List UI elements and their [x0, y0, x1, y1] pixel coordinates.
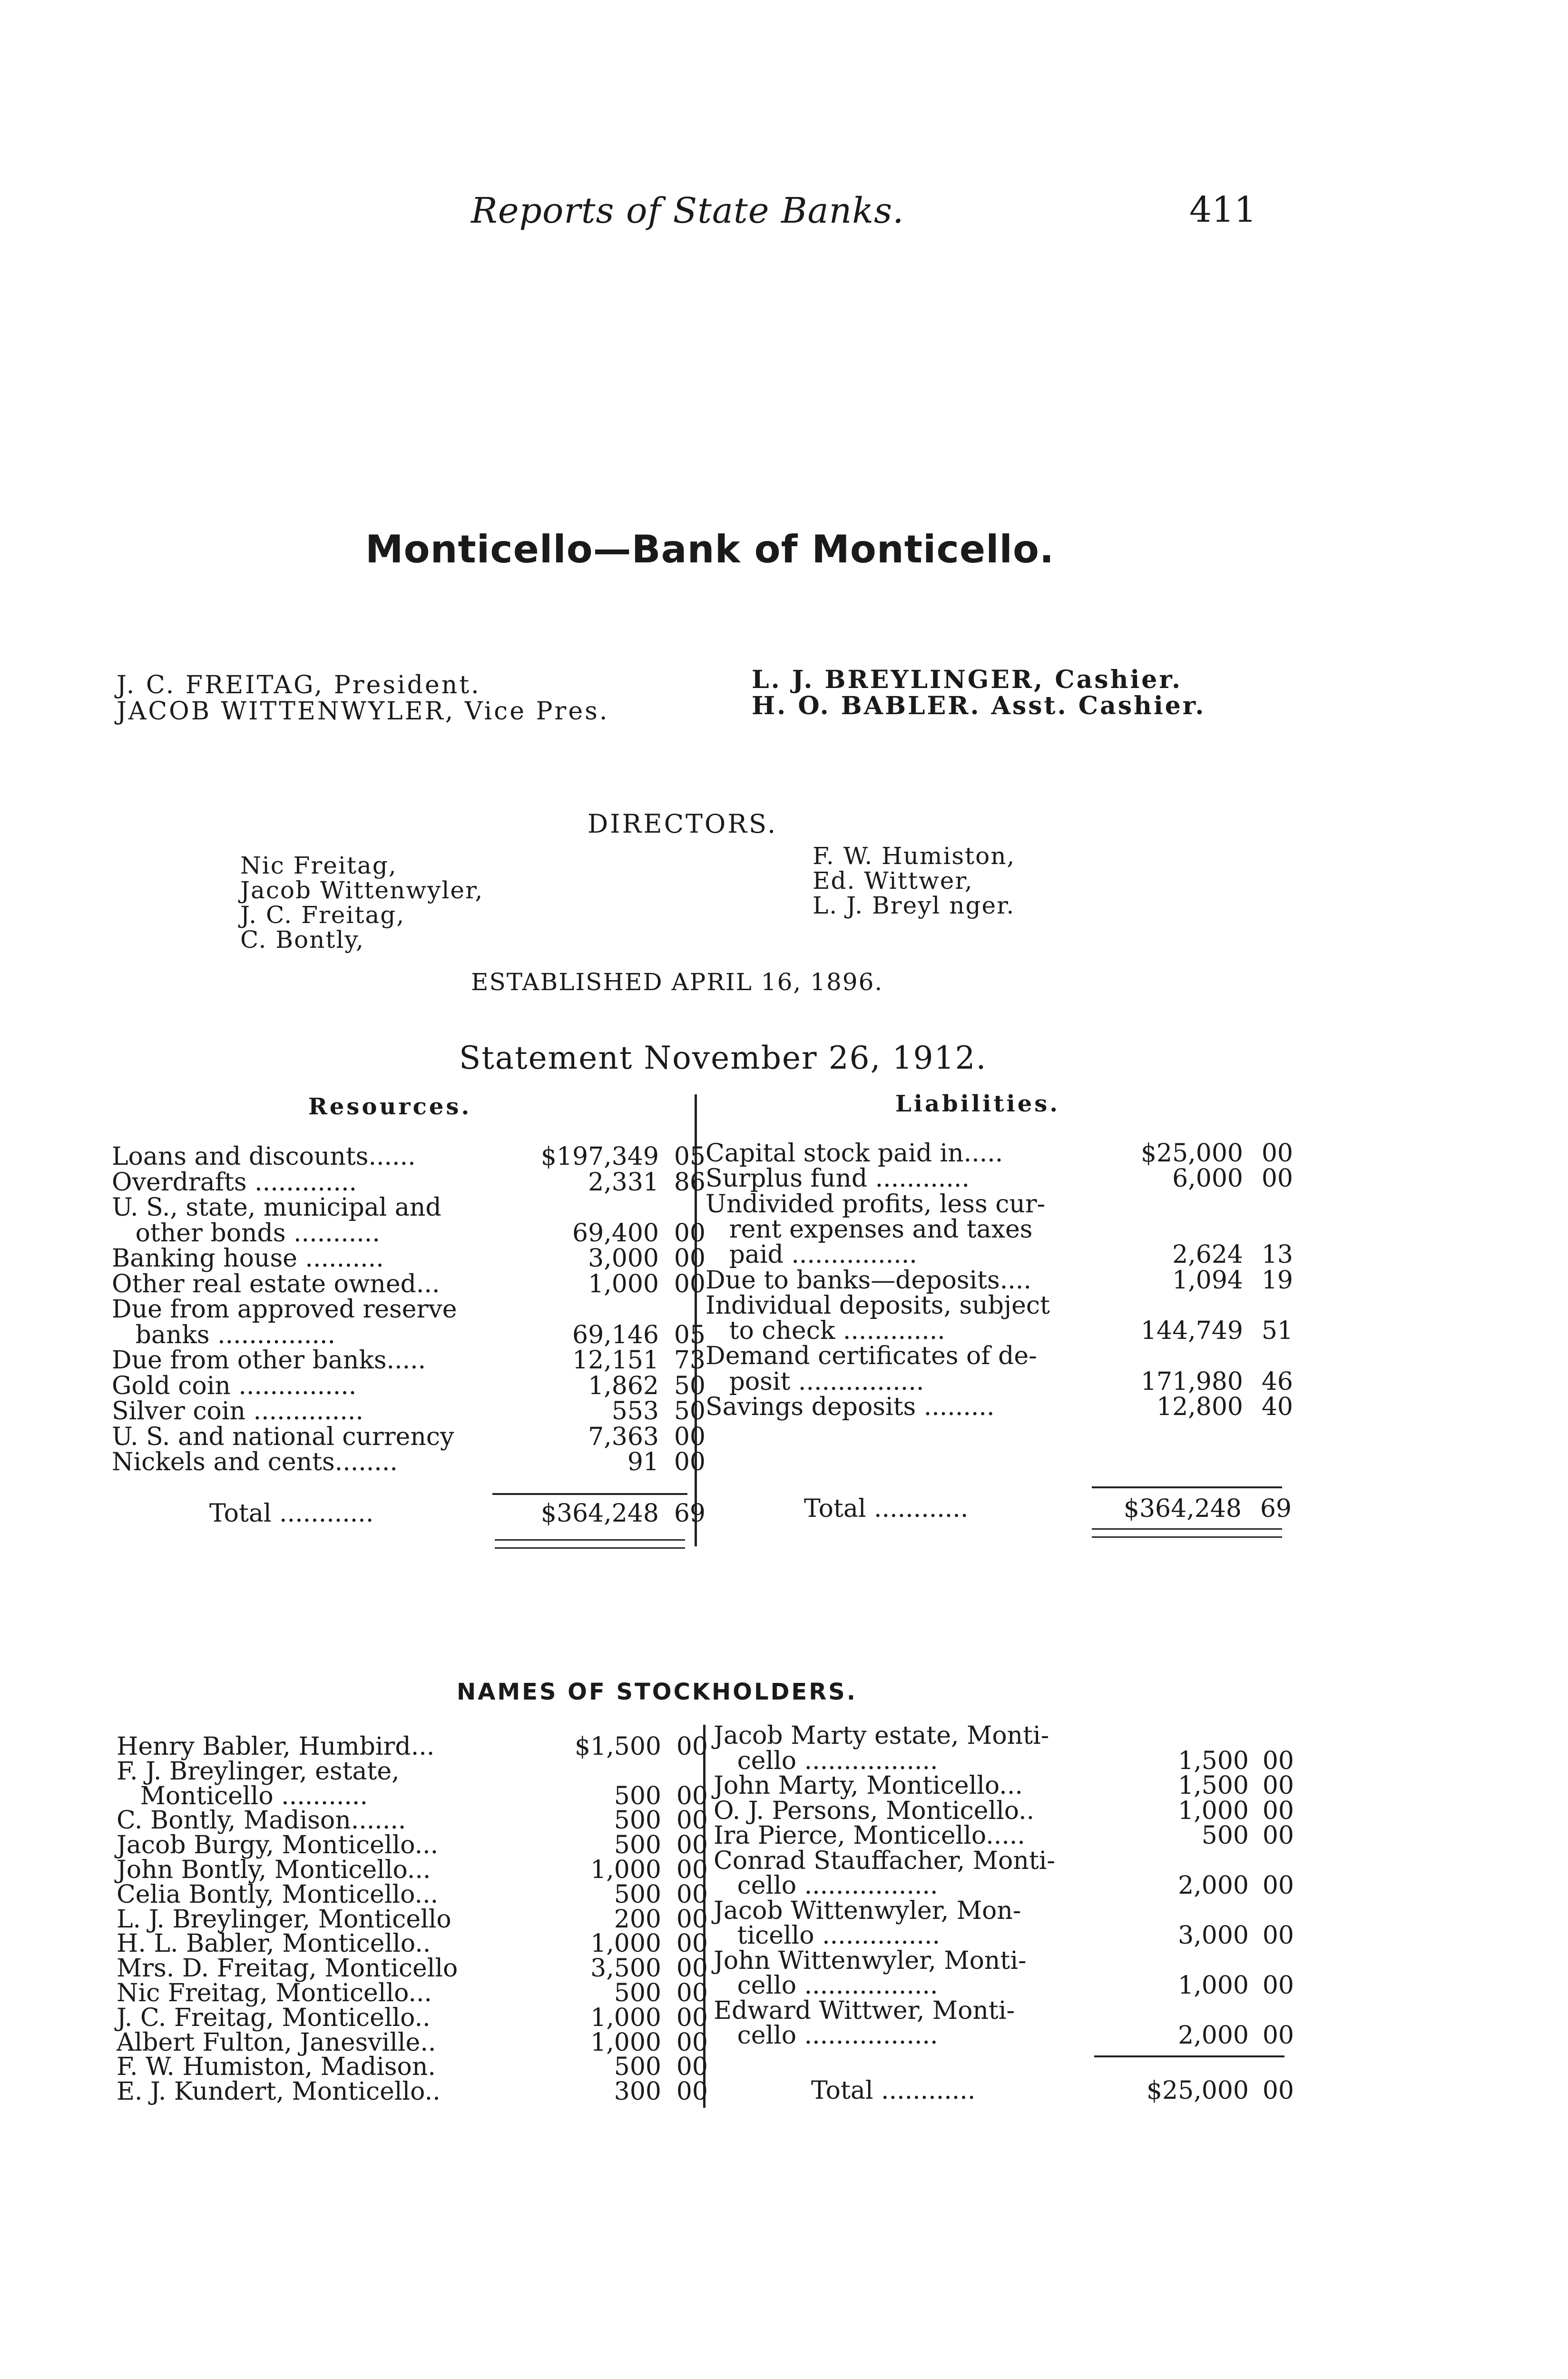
row-cents: 13	[1261, 1240, 1293, 1269]
row-dollars: 12,151	[572, 1346, 659, 1375]
officer-president: J. C. FREITAG, President.	[117, 671, 481, 699]
total-cents: 69	[1260, 1494, 1292, 1523]
row-cents: 46	[1261, 1367, 1293, 1396]
row-cents: 00	[1262, 1871, 1294, 1900]
row-cents: 00	[674, 1448, 706, 1476]
row-cents: 00	[1261, 1139, 1293, 1168]
row-dollars: 553	[611, 1397, 659, 1425]
row-label: cello .................	[714, 1746, 938, 1775]
row-cents: 00	[676, 1954, 708, 1983]
row-dollars: 500	[614, 1831, 661, 1860]
row-label: Edward Wittwer, Monti-	[714, 1996, 1015, 2025]
row-label: Monticello ...........	[117, 1781, 368, 1810]
directors-heading: DIRECTORS.	[588, 809, 778, 839]
double-rule	[1092, 1528, 1282, 1538]
bank-title: Monticello—Bank of Monticello.	[365, 527, 1055, 571]
row-cents: 00	[676, 1929, 708, 1958]
row-label: rent expenses and taxes	[706, 1215, 1033, 1244]
row-label: Individual deposits, subject	[706, 1291, 1050, 1320]
row-label: cello .................	[714, 1871, 938, 1900]
row-dollars: 1,500	[1178, 1746, 1249, 1775]
row-label: to check .............	[706, 1317, 945, 1346]
statement-title: Statement November 26, 1912.	[459, 1040, 987, 1076]
row-label: Jacob Wittenwyler, Mon-	[714, 1896, 1021, 1925]
row-label: other bonds ...........	[112, 1219, 380, 1248]
row-label: Henry Babler, Humbird...	[117, 1732, 435, 1761]
row-cents: 00	[1262, 1771, 1294, 1800]
row-cents: 00	[676, 1831, 708, 1860]
row-cents: 05	[674, 1320, 706, 1349]
stockholders-heading: NAMES OF STOCKHOLDERS.	[457, 1679, 857, 1705]
row-dollars: 1,000	[590, 2003, 661, 2032]
row-cents: 00	[676, 2028, 708, 2057]
row-label: John Bontly, Monticello...	[117, 1856, 431, 1884]
row-label: O. J. Persons, Monticello..	[714, 1796, 1035, 1825]
row-label: cello .................	[714, 2021, 938, 2050]
row-label: Celia Bontly, Monticello...	[117, 1880, 439, 1909]
director-name: F. W. Humiston,	[813, 842, 1016, 870]
row-label: F. J. Breylinger, estate,	[117, 1757, 400, 1786]
row-dollars: 3,000	[588, 1244, 659, 1273]
row-cents: 40	[1261, 1393, 1293, 1421]
row-cents: 73	[674, 1346, 706, 1375]
row-dollars: 1,000	[590, 2028, 661, 2057]
row-cents: 00	[676, 1880, 708, 1909]
row-dollars: 1,094	[1172, 1266, 1243, 1295]
row-label: Due from approved reserve	[112, 1295, 457, 1324]
running-title: Reports of State Banks.	[471, 190, 904, 231]
row-cents: 00	[676, 1905, 708, 1934]
row-label: Loans and discounts......	[112, 1142, 416, 1171]
row-dollars: 69,400	[572, 1219, 659, 1248]
officer-vice-president: JACOB WITTENWYLER, Vice Pres.	[117, 697, 609, 726]
row-dollars: 12,800	[1156, 1393, 1243, 1421]
row-cents: 00	[1262, 1821, 1294, 1850]
row-label: ticello ...............	[714, 1921, 941, 1950]
established-date: ESTABLISHED APRIL 16, 1896.	[471, 968, 883, 996]
row-dollars: $25,000	[1140, 1139, 1243, 1168]
row-label: Capital stock paid in.....	[706, 1139, 1003, 1168]
row-cents: 00	[676, 1781, 708, 1810]
row-dollars: 1,000	[588, 1269, 659, 1298]
row-cents: 00	[1262, 1796, 1294, 1825]
row-label: H. L. Babler, Monticello..	[117, 1929, 431, 1958]
row-dollars: 6,000	[1172, 1164, 1243, 1193]
row-dollars: 2,000	[1178, 1871, 1249, 1900]
row-label: Albert Fulton, Janesville..	[117, 2028, 436, 2057]
row-dollars: 500	[614, 1880, 661, 1909]
officer-cashier: L. J. BREYLINGER, Cashier.	[752, 665, 1183, 694]
page-number: 411	[1189, 189, 1257, 230]
officer-assistant-cashier: H. O. BABLER. Asst. Cashier.	[752, 691, 1206, 720]
director-name: Jacob Wittenwyler,	[240, 876, 484, 904]
total-rule	[1092, 1486, 1282, 1488]
row-dollars: 1,500	[1178, 1771, 1249, 1800]
row-dollars: 3,000	[1178, 1921, 1249, 1950]
row-cents: 00	[676, 2053, 708, 2082]
row-dollars: 1,000	[1178, 1971, 1249, 2000]
row-dollars: 91	[627, 1448, 659, 1476]
row-label: cello .................	[714, 1971, 938, 2000]
row-label: E. J. Kundert, Monticello..	[117, 2077, 441, 2106]
total-dollars: $25,000	[1146, 2076, 1249, 2105]
director-name: C. Bontly,	[240, 926, 364, 954]
row-cents: 00	[1262, 1971, 1294, 2000]
row-cents: 51	[1261, 1317, 1293, 1346]
row-dollars: 1,862	[588, 1371, 659, 1400]
director-name: J. C. Freitag,	[240, 901, 405, 929]
row-dollars: 7,363	[588, 1422, 659, 1451]
row-cents: 05	[674, 1142, 706, 1171]
row-label: Savings deposits .........	[706, 1393, 995, 1421]
row-cents: 86	[674, 1168, 706, 1197]
row-label: Silver coin ..............	[112, 1397, 363, 1425]
row-label: Other real estate owned...	[112, 1269, 440, 1298]
row-dollars: 500	[614, 1979, 661, 2007]
row-cents: 50	[674, 1397, 706, 1425]
row-label: Surplus fund ............	[706, 1164, 970, 1193]
row-label: U. S. and national currency	[112, 1422, 454, 1451]
row-label: Ira Pierce, Monticello.....	[714, 1821, 1025, 1850]
row-cents: 00	[1262, 1921, 1294, 1950]
row-label: Banking house ..........	[112, 1244, 384, 1273]
row-dollars: 200	[614, 1905, 661, 1934]
total-dollars: $364,248	[1123, 1494, 1242, 1523]
row-cents: 00	[1262, 1746, 1294, 1775]
row-label: Undivided profits, less cur-	[706, 1190, 1046, 1219]
row-label: J. C. Freitag, Monticello..	[117, 2003, 431, 2032]
row-label: banks ...............	[112, 1320, 336, 1349]
director-name: Nic Freitag,	[240, 852, 397, 879]
row-dollars: 1,000	[1178, 1796, 1249, 1825]
row-cents: 00	[676, 1856, 708, 1884]
row-label: Conrad Stauffacher, Monti-	[714, 1846, 1055, 1875]
row-dollars: $1,500	[575, 1732, 661, 1761]
row-label: U. S., state, municipal and	[112, 1193, 441, 1222]
row-dollars: $197,349	[540, 1142, 659, 1171]
row-cents: 00	[674, 1244, 706, 1273]
row-dollars: 500	[614, 1806, 661, 1835]
row-label: F. W. Humiston, Madison.	[117, 2053, 436, 2082]
row-label: Due from other banks.....	[112, 1346, 426, 1375]
row-dollars: 1,000	[590, 1929, 661, 1958]
row-dollars: 3,500	[590, 1954, 661, 1983]
row-label: paid ................	[706, 1240, 917, 1269]
row-cents: 00	[676, 2077, 708, 2106]
row-dollars: 2,624	[1172, 1240, 1243, 1269]
row-cents: 00	[674, 1219, 706, 1248]
liabilities-heading: Liabilities.	[895, 1091, 1060, 1117]
row-dollars: 500	[614, 2053, 661, 2082]
row-cents: 00	[1262, 2021, 1294, 2050]
row-label: Mrs. D. Freitag, Monticello	[117, 1954, 458, 1983]
row-dollars: 171,980	[1140, 1367, 1243, 1396]
row-label: Nickels and cents........	[112, 1448, 398, 1476]
row-cents: 00	[676, 1806, 708, 1835]
double-rule	[495, 1539, 685, 1549]
row-label: Jacob Marty estate, Monti-	[714, 1721, 1049, 1750]
row-cents: 00	[676, 1979, 708, 2007]
total-label: Total ............	[804, 1494, 969, 1523]
row-dollars: 69,146	[572, 1320, 659, 1349]
row-label: John Wittenwyler, Monti-	[714, 1946, 1027, 1975]
row-dollars: 500	[1201, 1821, 1249, 1850]
row-label: Gold coin ...............	[112, 1371, 357, 1400]
row-label: Overdrafts .............	[112, 1168, 357, 1197]
row-dollars: 144,749	[1140, 1317, 1243, 1346]
director-name: L. J. Breyl nger.	[813, 892, 1015, 919]
row-label: Jacob Burgy, Monticello...	[117, 1831, 439, 1860]
row-label: Due to banks—deposits....	[706, 1266, 1031, 1295]
total-label: Total ............	[811, 2076, 976, 2105]
row-label: C. Bontly, Madison.......	[117, 1806, 406, 1835]
row-dollars: 2,331	[588, 1168, 659, 1197]
row-cents: 00	[1261, 1164, 1293, 1193]
total-cents: 00	[1262, 2076, 1294, 2105]
row-cents: 00	[676, 1732, 708, 1761]
row-cents: 00	[674, 1269, 706, 1298]
resources-heading: Resources.	[308, 1093, 472, 1120]
total-label: Total ............	[209, 1499, 374, 1528]
row-label: John Marty, Monticello...	[714, 1771, 1023, 1800]
total-dollars: $364,248	[540, 1499, 659, 1528]
row-cents: 00	[674, 1422, 706, 1451]
total-rule	[492, 1493, 687, 1495]
row-cents: 50	[674, 1371, 706, 1400]
row-dollars: 2,000	[1178, 2021, 1249, 2050]
director-name: Ed. Wittwer,	[813, 867, 973, 895]
row-label: Demand certificates of de-	[706, 1342, 1037, 1371]
row-label: Nic Freitag, Monticello...	[117, 1979, 432, 2007]
total-cents: 69	[674, 1499, 706, 1528]
row-label: posit ................	[706, 1367, 924, 1396]
row-label: L. J. Breylinger, Monticello	[117, 1905, 451, 1934]
row-cents: 00	[676, 2003, 708, 2032]
row-dollars: 500	[614, 1781, 661, 1810]
row-cents: 19	[1261, 1266, 1293, 1295]
total-rule	[1094, 2055, 1284, 2057]
row-dollars: 300	[614, 2077, 661, 2106]
row-dollars: 1,000	[590, 1856, 661, 1884]
